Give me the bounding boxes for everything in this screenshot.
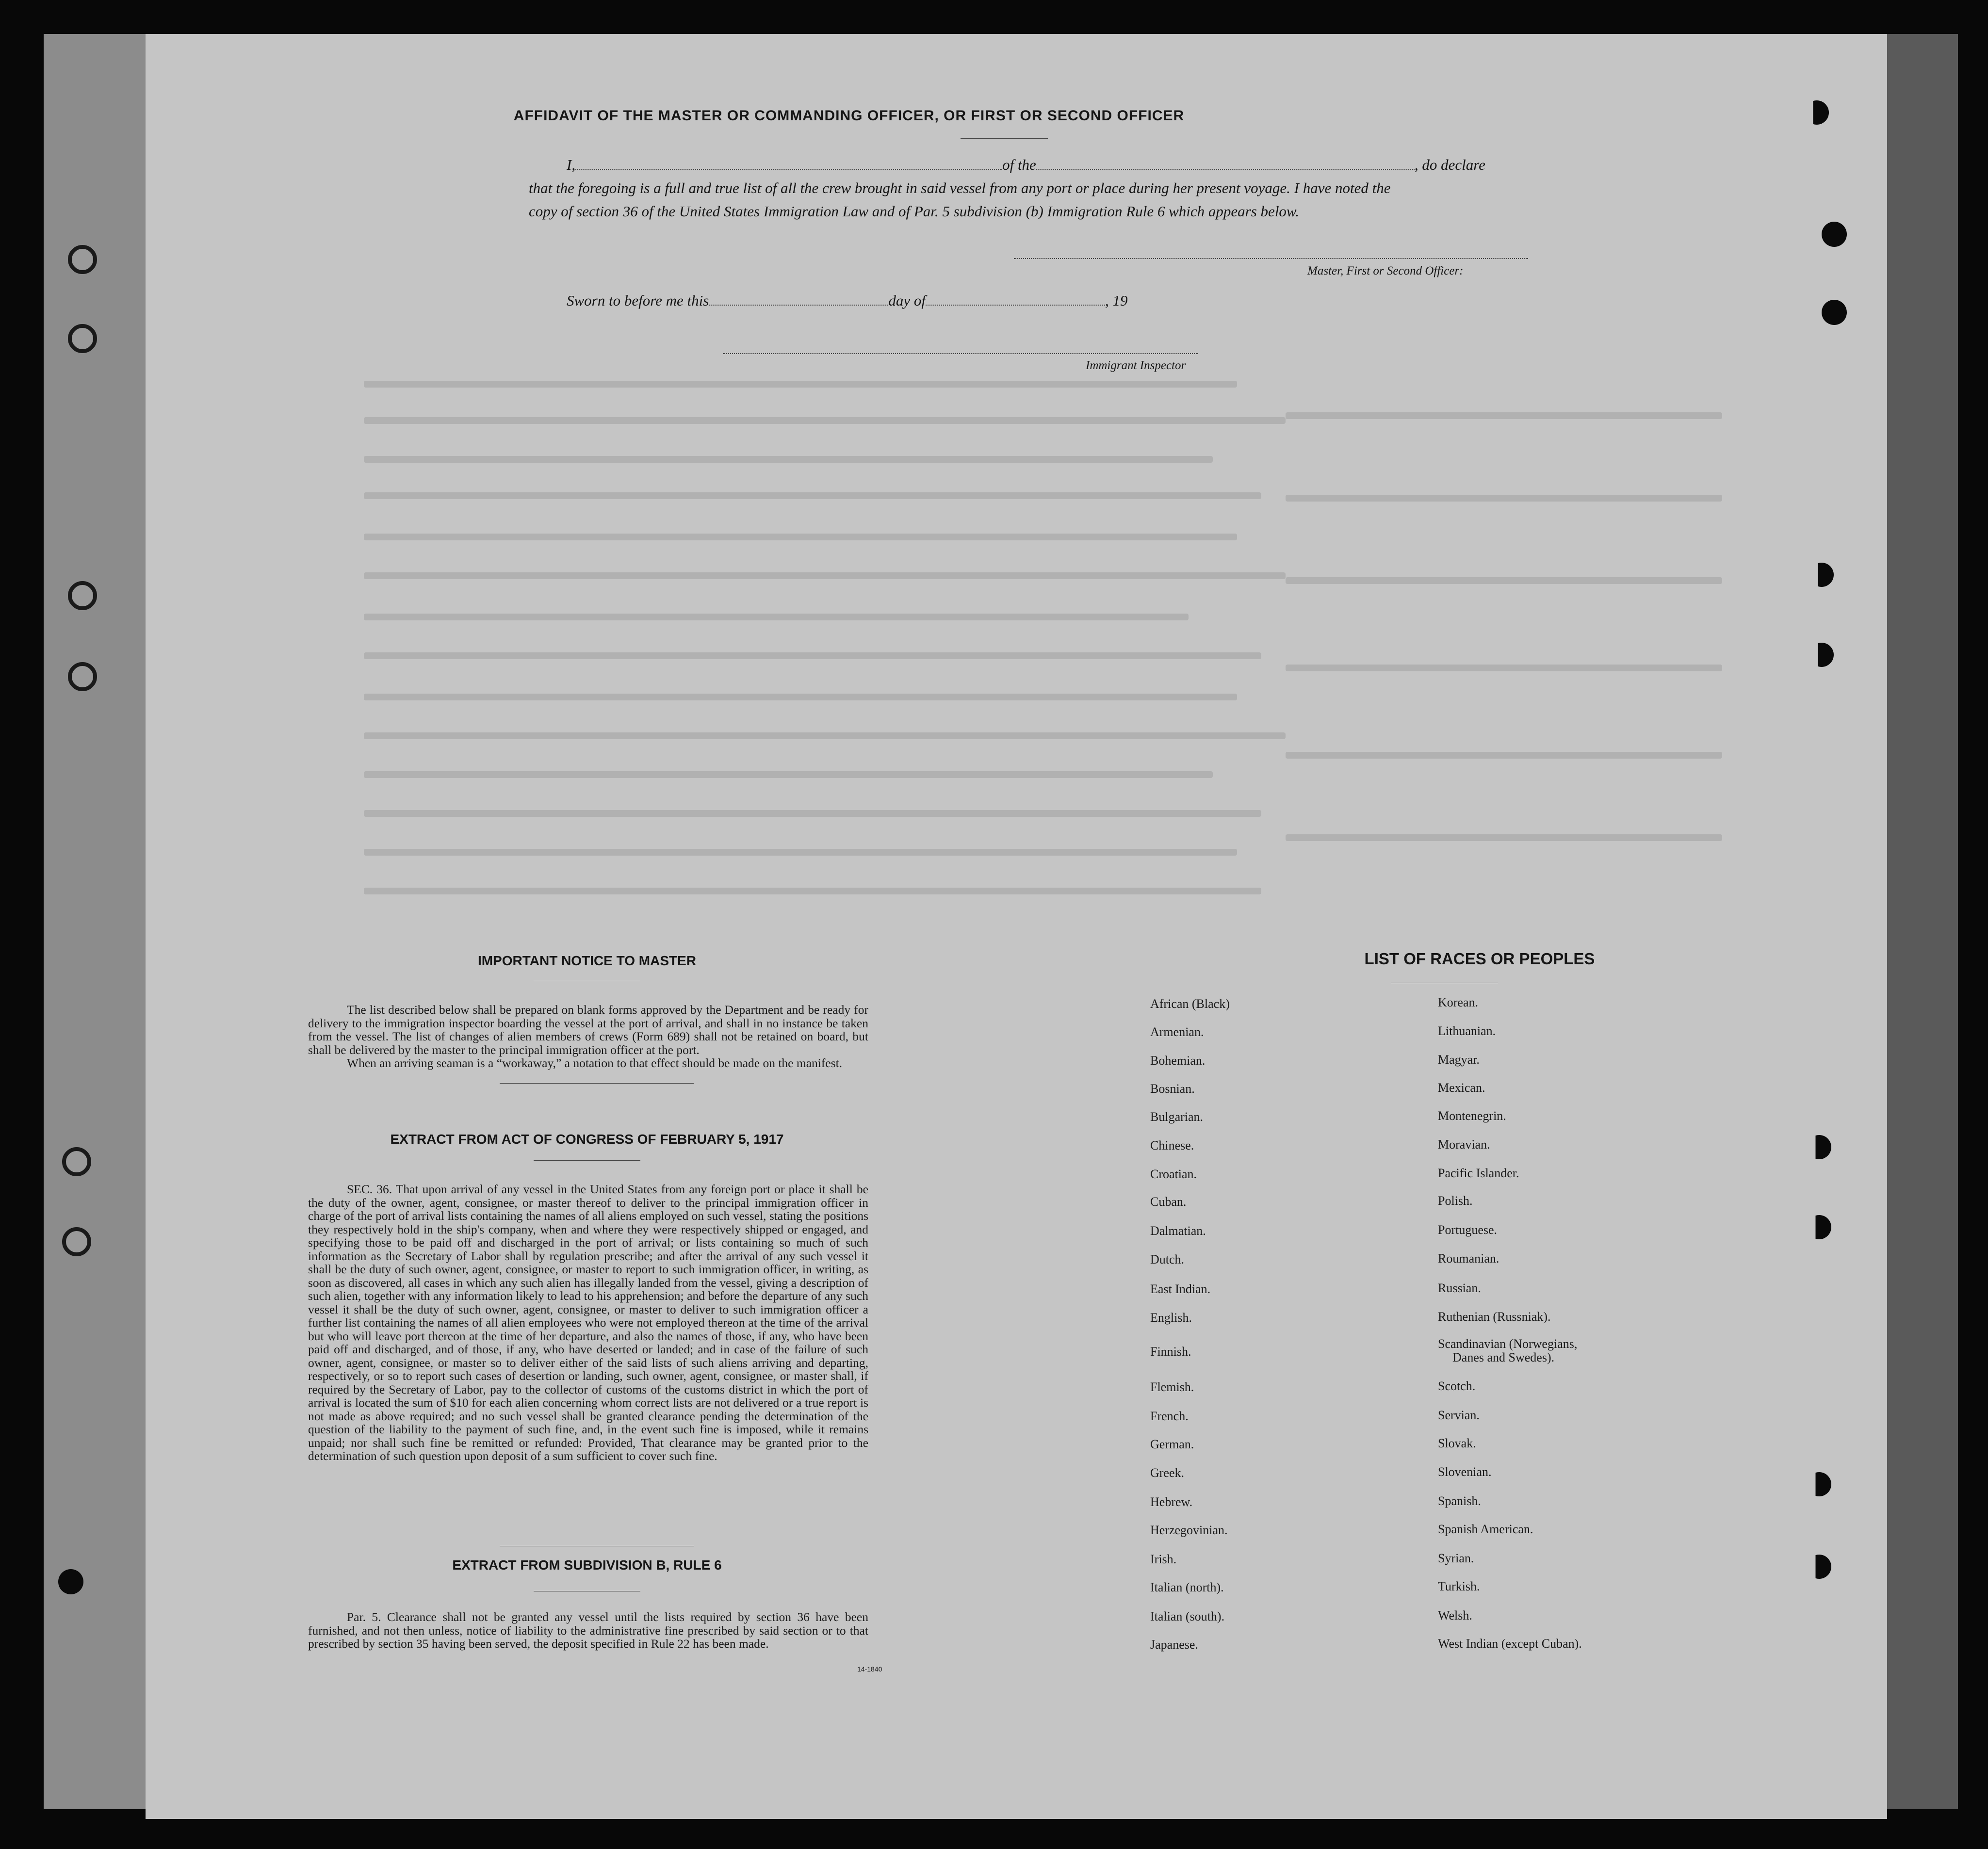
race-item: Roumanian. [1438, 1251, 1499, 1265]
race-item: East Indian. [1150, 1282, 1211, 1296]
race-item: Polish. [1438, 1194, 1473, 1208]
race-item: Spanish. [1438, 1494, 1481, 1508]
race-item: Danes and Swedes). [1452, 1350, 1555, 1364]
title-underline [961, 138, 1048, 139]
punch-hole [1822, 222, 1847, 247]
race-item: Hebrew. [1150, 1495, 1193, 1509]
punch-hole [1807, 1135, 1831, 1159]
notice-title: IMPORTANT NOTICE TO MASTER [477, 953, 697, 968]
vessel-name-blank [1036, 164, 1415, 170]
rule-extract-title: EXTRACT FROM SUBDIVISION B, RULE 6 [452, 1557, 722, 1573]
rule-extract-text [308, 1610, 868, 1651]
binder-hole [68, 581, 97, 610]
notice-paragraph-1: The list described below shall be prepared on blank forms approved by the Department and be ready for delivery to the immigration inspector boarding the vessel at the port of arrival, and shall in no instance be taken from the vessel. The list of changes of alien members of crews (Form 689) shall not be retained on board, but shall be delivered by the master to the principal immigration officer at the port. [308, 1003, 868, 1057]
binder-hole [68, 662, 97, 691]
bleed-through-mark [364, 417, 1286, 424]
act-extract-title: EXTRACT FROM ACT OF CONGRESS OF FEBRUARY 5, 1917 [390, 1132, 784, 1147]
bleed-through-mark [1286, 577, 1722, 584]
race-item: Lithuanian. [1438, 1024, 1496, 1038]
race-item: Chinese. [1150, 1138, 1194, 1152]
sworn-line [567, 292, 1127, 309]
master-signature-label: Master, First or Second Officer: [1307, 264, 1464, 277]
bleed-through-mark [364, 572, 1286, 579]
race-item: Scandinavian (Norwegians, [1438, 1337, 1578, 1351]
race-item: Bosnian. [1150, 1082, 1195, 1096]
bleed-through-mark [364, 534, 1237, 540]
bleed-through-mark [364, 694, 1237, 700]
race-item: Japanese. [1150, 1638, 1198, 1652]
race-item: Dutch. [1150, 1252, 1185, 1266]
form-code: 14-1840 [857, 1665, 882, 1673]
race-item: Armenian. [1150, 1025, 1204, 1039]
declaration-line-2: that the foregoing is a full and true list of all the crew brought in said vessel from any port or place during her present voyage. I have noted the [529, 179, 1391, 196]
race-item: Cuban. [1150, 1195, 1187, 1209]
race-item: Irish. [1150, 1552, 1177, 1566]
declaration-line-3: copy of section 36 of the United States Immigration Law and of Par. 5 subdivision (b) Immigration Rule 6 which appears below. [529, 203, 1300, 220]
sworn-day-blank [709, 300, 888, 306]
inspector-signature-line [723, 353, 1198, 354]
bleed-through-mark [1286, 834, 1722, 841]
bleed-through-mark [1286, 665, 1722, 671]
race-item: English. [1150, 1311, 1192, 1325]
section-divider [500, 1083, 694, 1084]
bleed-through-mark [364, 381, 1237, 388]
race-item: Finnish. [1150, 1345, 1191, 1359]
bleed-through-mark [364, 614, 1189, 620]
race-item: Mexican. [1438, 1081, 1485, 1095]
punch-hole [1805, 100, 1829, 125]
punch-hole [1822, 300, 1847, 325]
race-item: Croatian. [1150, 1167, 1197, 1181]
race-item: Scotch. [1438, 1379, 1476, 1393]
race-item: Slovenian. [1438, 1465, 1492, 1479]
races-title: LIST OF RACES OR PEOPLES [1364, 950, 1595, 968]
race-item: West Indian (except Cuban). [1438, 1637, 1582, 1651]
race-item: Dalmatian. [1150, 1224, 1206, 1238]
officer-name-blank [575, 164, 1002, 170]
race-item: Herzegovinian. [1150, 1523, 1228, 1537]
punch-hole [1809, 643, 1834, 667]
affidavit-title: AFFIDAVIT OF THE MASTER OR COMMANDING OFFICER, OR FIRST OR SECOND OFFICER [513, 108, 1185, 124]
race-item: Servian. [1438, 1408, 1480, 1422]
race-item: Turkish. [1438, 1579, 1480, 1593]
punch-hole [1809, 563, 1834, 587]
act-extract-underline [534, 1160, 640, 1161]
binder-hole [68, 245, 97, 274]
bleed-through-mark [1286, 412, 1722, 419]
race-item: German. [1150, 1437, 1194, 1451]
bleed-through-mark [364, 732, 1286, 739]
binder-hole [62, 1227, 91, 1256]
manifest-page [146, 34, 1887, 1819]
bleed-through-mark [364, 652, 1261, 659]
sworn-day-of: day of [888, 292, 926, 309]
race-item: Spanish American. [1438, 1522, 1533, 1536]
bleed-through-mark [364, 849, 1237, 856]
bleed-through-mark [364, 888, 1261, 894]
declaration-line-1 [567, 156, 1485, 174]
race-item: Bulgarian. [1150, 1110, 1204, 1124]
race-item: Flemish. [1150, 1380, 1194, 1394]
bleed-through-mark [364, 771, 1213, 778]
race-item: Korean. [1438, 995, 1479, 1009]
punch-hole [1807, 1215, 1831, 1239]
declaration-do-declare: , do declare [1414, 156, 1485, 173]
notice-text [308, 1003, 868, 1070]
sworn-to-before: Sworn to before me this [567, 292, 709, 309]
binder-hole [62, 1147, 91, 1176]
declaration-of-the: of the [1002, 156, 1036, 173]
bleed-through-mark [1286, 495, 1722, 502]
bleed-through-mark [364, 492, 1261, 499]
race-item: Moravian. [1438, 1137, 1490, 1152]
binder-hole [58, 1569, 83, 1594]
race-item: Slovak. [1438, 1436, 1476, 1450]
notice-paragraph-2: When an arriving seaman is a “workaway,” a notation to that effect should be made on the manifest. [347, 1056, 843, 1070]
bleed-through-mark [364, 456, 1213, 463]
bleed-through-mark [1286, 752, 1722, 759]
bleed-through-mark [364, 810, 1261, 817]
act-extract-text [308, 1183, 868, 1463]
race-item: Bohemian. [1150, 1054, 1206, 1068]
race-item: Syrian. [1438, 1551, 1474, 1565]
punch-hole [1807, 1555, 1831, 1579]
sworn-year: , 19 [1105, 292, 1128, 309]
race-item: Ruthenian (Russniak). [1438, 1310, 1551, 1324]
binder-hole [68, 324, 97, 353]
punch-hole [1807, 1472, 1831, 1496]
race-item: Italian (north). [1150, 1580, 1224, 1594]
rule-6-text: Par. 5. Clearance shall not be granted any vessel until the lists required by section 36 have been furnished, and not then unless, notice of liability to the administrative fine prescribed by said section or to that prescribed by section 35 having been served, the deposit specified in Rule 22 has been made. [308, 1610, 868, 1651]
section-36-text: SEC. 36. That upon arrival of any vessel in the United States from any foreign port or place it shall be the duty of the owner, agent, consignee, or master thereof to deliver to the principal immigration officer in charge of the port of arrival lists containing the names of all aliens employed on such vessel, stating the positions they respectively hold in the ship's company, when and where they were respectively shipped or engaged, and specifying those to be paid off and discharged in the port of arrival; or lists containing so much of such information as the Secretary of Labor shall by regulation prescribe; and after the arrival of any such vessel it shall be the duty of such owner, agent, consignee, or master to report to such immigration officer, in writing, as soon as discovered, all cases in which any such alien has illegally landed from the vessel, giving a description of such alien, together with any information likely to lead to his apprehension; and before the departure of any such vessel it shall be the duty of such owner, agent, consignee, or master to deliver to such immigration officer a further list containing the names of all alien employees who were not employed thereon at the time of the arrival but who will leave port thereon at the time of her departure, and also the names of those, if any, who have been paid off and discharged, and of those, if any, who have deserted or landed; and in case of the failure of such owner, agent, consignee, or master so to deliver either of the said lists of such aliens arriving and departing, respectively, or so to report such cases of desertion or landing, such owner, agent, consignee, or master shall, if required by the Secretary of Labor, pay to the collector of customs of the customs district in which the port of arrival is located the sum of $10 for each alien concerning whom correct lists are not delivered or a true report is not made as above required; and no such vessel shall be granted clearance pending the determination of the question of the liability to the payment of such fine, and, in the event such fine is imposed, while it remains unpaid; nor shall such fine be remitted or refunded: Provided, That clearance may be granted prior to the determination of such question upon deposit of a sum sufficient to cover such fine. [308, 1182, 868, 1463]
race-item: Pacific Islander. [1438, 1166, 1519, 1180]
inspector-signature-label: Immigrant Inspector [1086, 359, 1186, 372]
race-item: African (Black) [1150, 997, 1230, 1011]
race-item: Russian. [1438, 1281, 1481, 1295]
race-item: Montenegrin. [1438, 1109, 1506, 1123]
race-item: Portuguese. [1438, 1223, 1498, 1237]
master-signature-line [1014, 258, 1528, 259]
race-item: French. [1150, 1409, 1189, 1423]
race-item: Italian (south). [1150, 1609, 1225, 1623]
declaration-i: I, [567, 156, 576, 173]
race-item: Magyar. [1438, 1053, 1480, 1067]
race-item: Welsh. [1438, 1608, 1472, 1622]
race-item: Greek. [1150, 1466, 1185, 1480]
binder-strip [44, 34, 155, 1809]
sworn-month-blank [926, 300, 1105, 306]
